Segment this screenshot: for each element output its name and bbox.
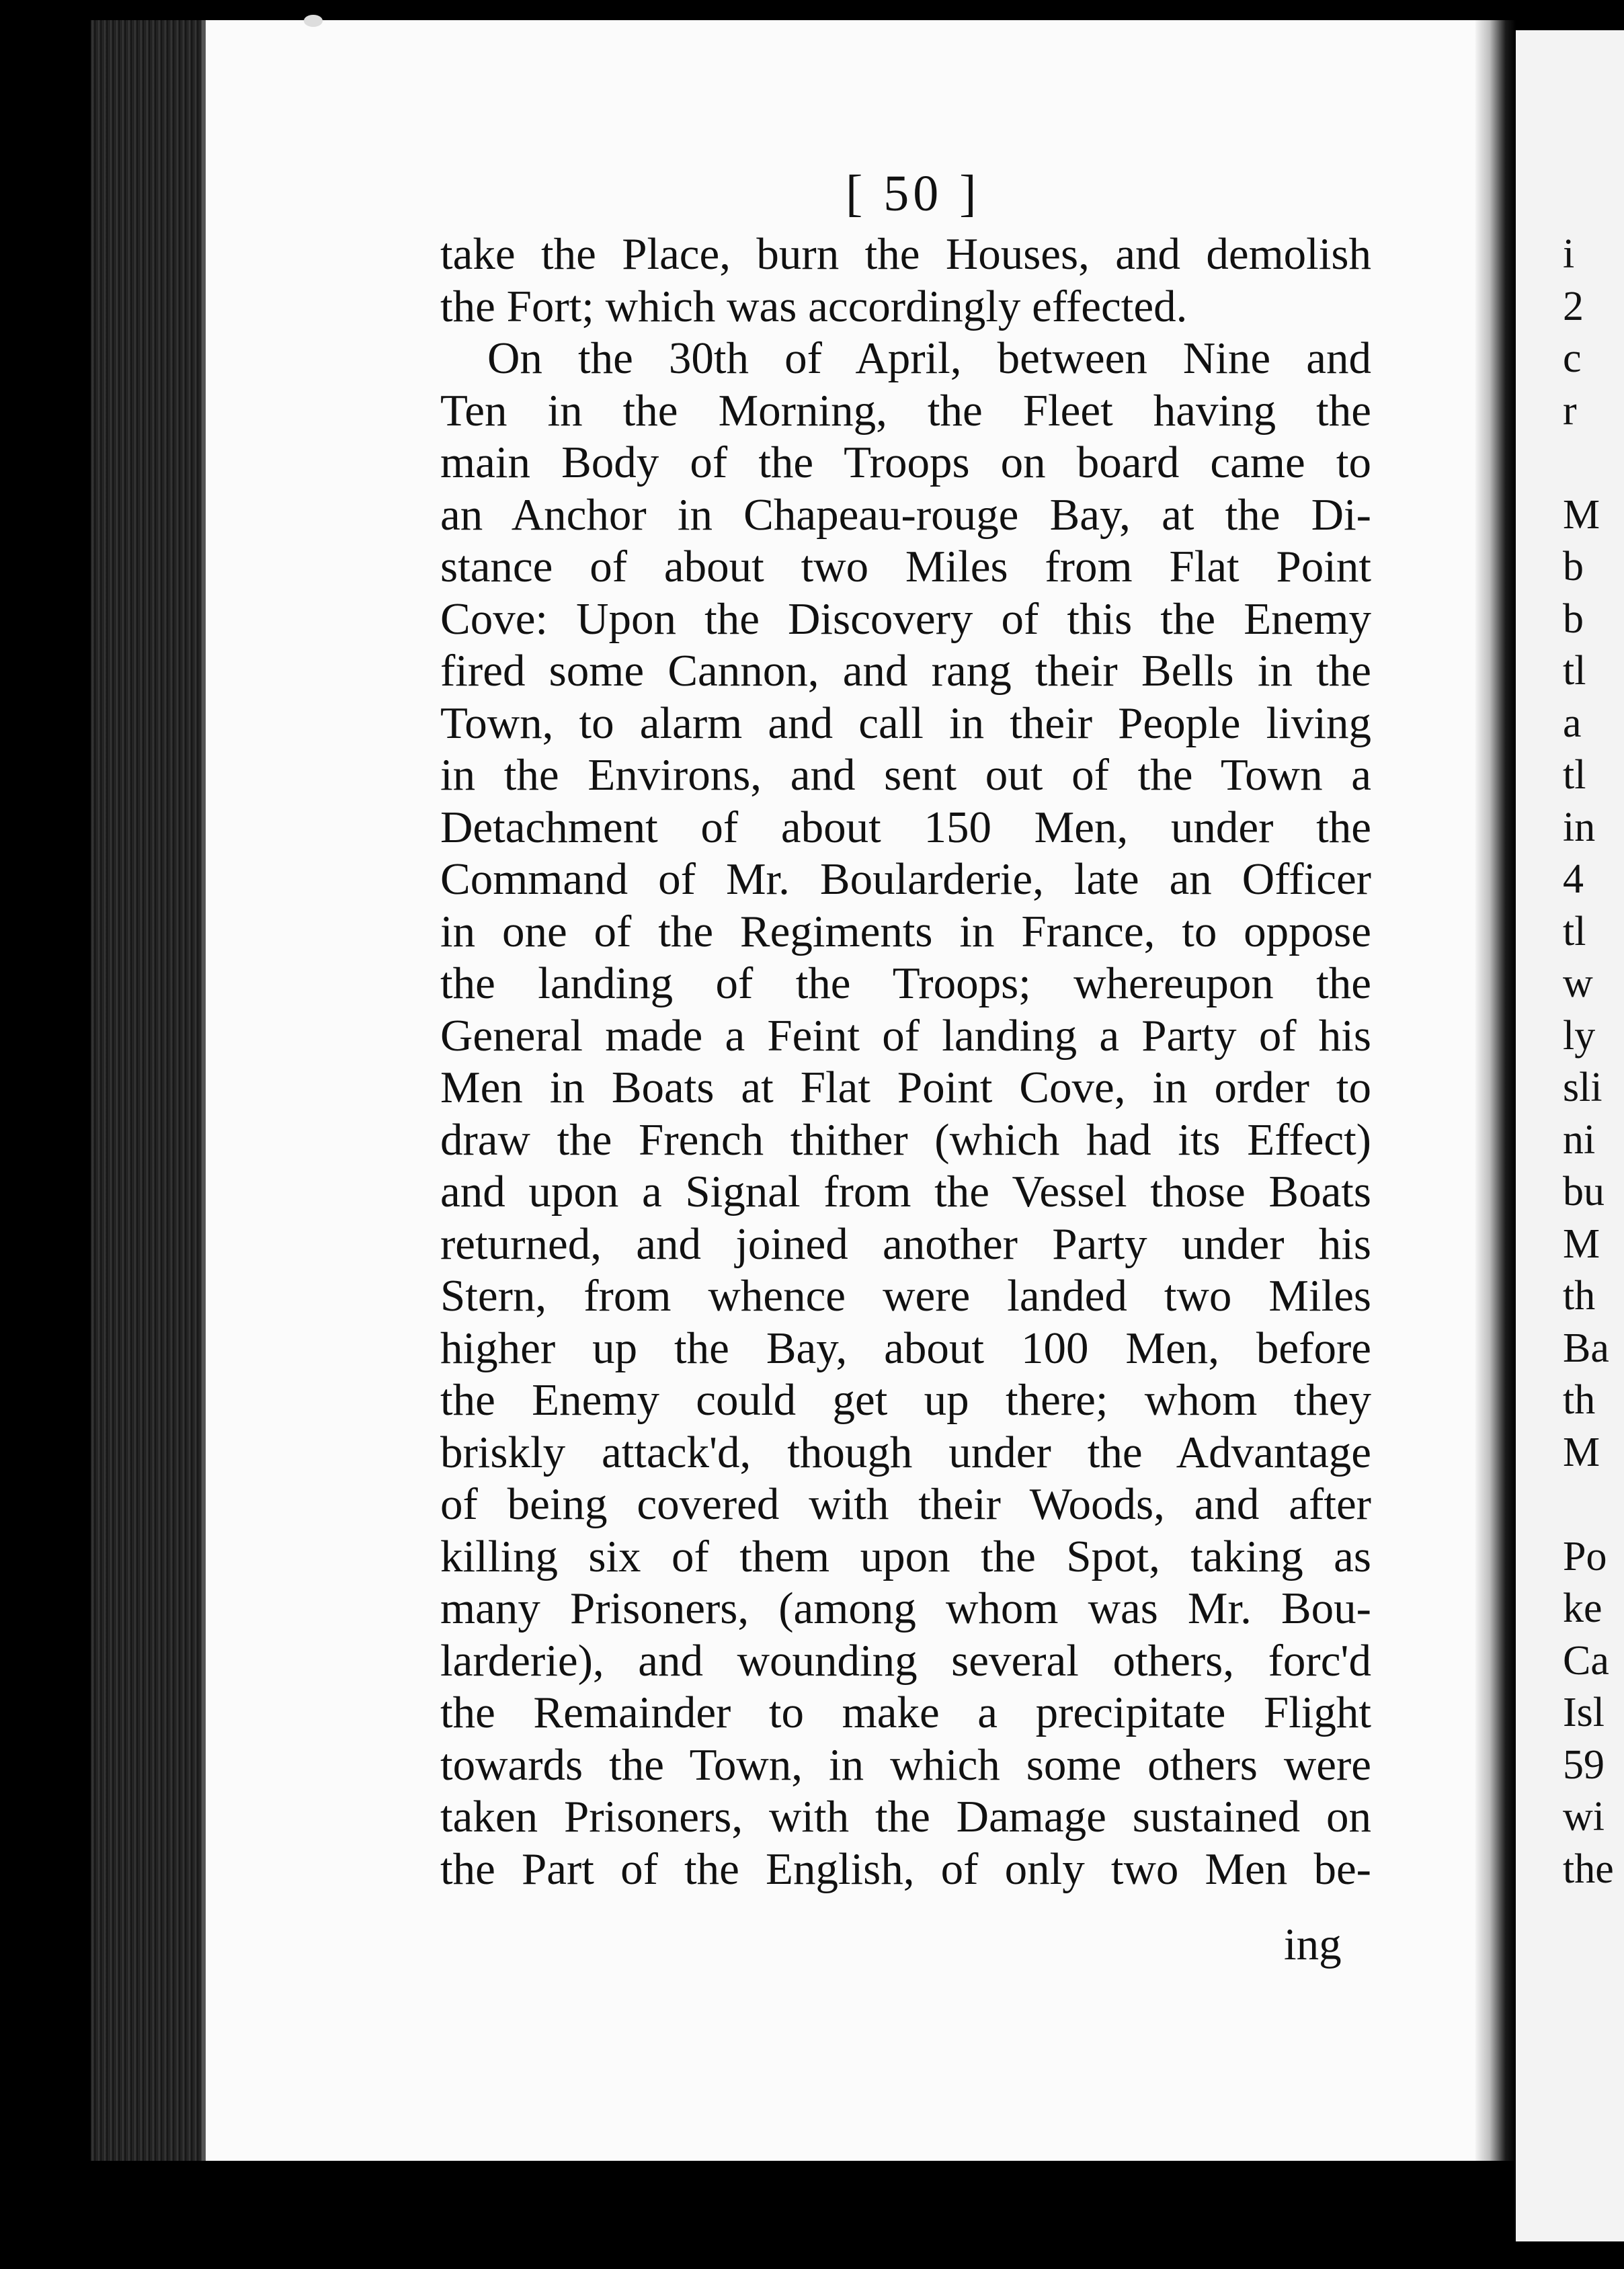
text-line: take the Place, burn the Houses, and demolish — [440, 229, 1371, 279]
text-line: briskly attack'd, though under the Advantage — [440, 1427, 1371, 1477]
next-page-fragment: bu — [1563, 1169, 1605, 1214]
book-gutter — [1475, 20, 1516, 2161]
text-line: Ten in the Morning, the Fleet having the — [440, 385, 1371, 436]
next-page-fragment: r — [1563, 387, 1577, 434]
next-page-fragment: Ca — [1563, 1637, 1609, 1684]
text-line: higher up the Bay, about 100 Men, before — [440, 1323, 1371, 1373]
next-page-fragment: ke — [1563, 1585, 1602, 1631]
next-page-fragment: wi — [1563, 1794, 1605, 1840]
text-line: many Prisoners, (among whom was Mr. Bou- — [440, 1583, 1371, 1633]
catchword: ing — [1284, 1920, 1342, 1969]
next-page-fragment: w — [1563, 960, 1593, 1006]
text-line: draw the French thither (which had its Effect) — [440, 1114, 1371, 1165]
next-page-fragment: Ba — [1563, 1325, 1609, 1371]
text-line: killing six of them upon the Spot, taking as — [440, 1531, 1371, 1581]
next-page-fragment: i — [1563, 231, 1575, 277]
text-line: the Part of the English, of only two Men be- — [440, 1844, 1371, 1894]
text-line: Cove: Upon the Discovery of this the Enemy — [440, 593, 1371, 644]
text-line: taken Prisoners, with the Damage sustained on — [440, 1792, 1371, 1842]
text-line: larderie), and wounding several others, forc'd — [440, 1635, 1371, 1686]
text-line: Town, to alarm and call in their People living — [440, 698, 1371, 748]
next-page-fragment: 4 — [1563, 856, 1584, 902]
text-line: of being covered with their Woods, and after — [440, 1479, 1371, 1529]
next-page-fragment — [1563, 437, 1624, 489]
text-line: fired some Cannon, and rang their Bells in the — [440, 646, 1371, 696]
next-page-fragment: ni — [1563, 1116, 1596, 1163]
next-page-fragment: M — [1563, 1221, 1600, 1267]
body-text — [440, 229, 1371, 1895]
text-line: the Enemy could get up there; whom they — [440, 1375, 1371, 1425]
next-page-fragment: M — [1563, 1429, 1600, 1475]
next-page-fragment: th — [1563, 1377, 1596, 1423]
next-page-fragment: ly — [1563, 1012, 1596, 1059]
next-page-fragment: sli — [1563, 1065, 1602, 1110]
text-line: the Fort; which was accordingly effected. — [440, 281, 1188, 331]
text-line: and upon a Signal from the Vessel those Boats — [440, 1167, 1371, 1216]
text-line: the landing of the Troops; whereupon the — [440, 958, 1371, 1008]
next-page-fragment: a — [1563, 700, 1582, 746]
next-page-fragment: 59 — [1563, 1741, 1605, 1788]
text-line: an Anchor in Chapeau-rouge Bay, at the Di- — [440, 489, 1371, 540]
next-page-fragment: Po — [1563, 1533, 1607, 1579]
text-line: On the 30th of April, between Nine and — [487, 333, 1371, 383]
text-line: main Body of the Troops on board came to — [440, 438, 1371, 487]
next-page-fragment: c — [1563, 335, 1582, 381]
text-line: Men in Boats at Flat Point Cove, in order to — [440, 1063, 1371, 1112]
next-page-fragment: th — [1563, 1273, 1596, 1319]
next-page-fragment — [1563, 1479, 1624, 1531]
next-page-fragment: tl — [1563, 752, 1586, 798]
text-line: Detachment of about 150 Men, under the — [440, 802, 1371, 852]
text-line: stance of about two Miles from Flat Point — [440, 542, 1371, 591]
text-line: towards the Town, in which some others were — [440, 1739, 1371, 1790]
page-number: [ 50 ] — [846, 165, 981, 222]
text-line: Command of Mr. Boularderie, late an Officer — [440, 854, 1371, 904]
text-line: returned, and joined another Party under his — [440, 1219, 1371, 1269]
text-line: Stern, from whence were landed two Miles — [440, 1271, 1371, 1321]
text-line: General made a Feint of landing a Party of his — [440, 1010, 1371, 1061]
text-line: the Remainder to make a precipitate Flight — [440, 1688, 1371, 1737]
next-page-fragment: b — [1563, 595, 1584, 642]
next-page-fragment: M — [1563, 491, 1600, 538]
next-page-text-fragments — [1563, 229, 1624, 1895]
next-page-fragment: in — [1563, 804, 1596, 850]
next-page-fragment: tl — [1563, 648, 1586, 694]
next-page-fragment: tl — [1563, 908, 1586, 954]
paper-blemish — [304, 15, 323, 27]
book-page-edges — [91, 20, 202, 2161]
next-page-fragment: b — [1563, 544, 1584, 589]
text-line: in the Environs, and sent out of the Town a — [440, 750, 1371, 800]
next-page-fragment: the — [1563, 1846, 1614, 1892]
next-page-fragment: 2 — [1563, 283, 1584, 329]
next-page-fragment: Isl — [1563, 1690, 1605, 1735]
text-line: in one of the Regiments in France, to oppose — [440, 906, 1371, 956]
